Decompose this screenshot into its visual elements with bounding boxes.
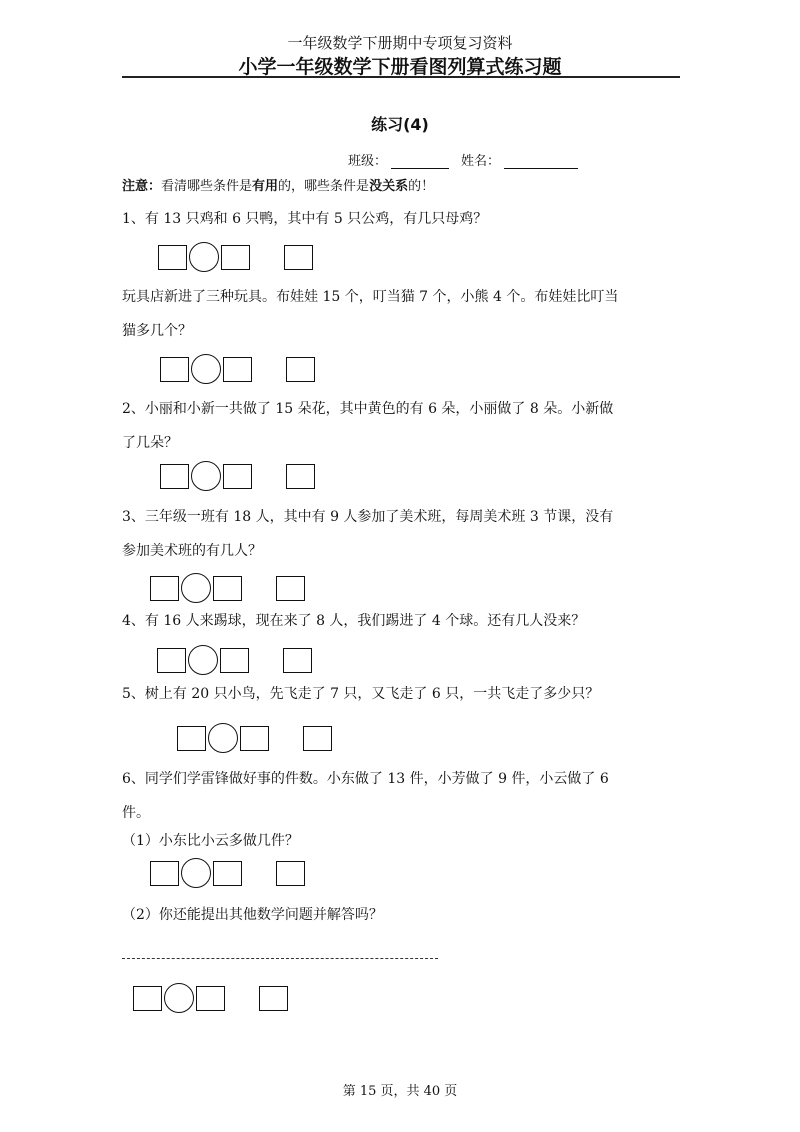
question-6-line-2: 件。 — [122, 805, 150, 821]
operator-circle[interactable] — [181, 573, 211, 603]
answer-box[interactable] — [150, 576, 179, 601]
name-label: 姓名： — [461, 154, 501, 169]
operator-circle[interactable] — [208, 723, 238, 753]
note-useful: 有用 — [252, 179, 279, 194]
note-text-3: 的！ — [408, 179, 435, 194]
answer-formula-6-1 — [150, 858, 305, 888]
question-4: 4、有 16 人来踢球，现在来了 8 人，我们踢进了 4 个球。还有几人没来？ — [122, 613, 586, 629]
answer-formula-2 — [160, 461, 315, 491]
answer-box[interactable] — [160, 464, 189, 489]
operator-circle[interactable] — [181, 858, 211, 888]
answer-formula-3 — [150, 573, 305, 603]
answer-box[interactable] — [150, 861, 179, 886]
answer-formula-6-2 — [133, 983, 288, 1013]
answer-box[interactable] — [160, 357, 189, 382]
answer-box[interactable] — [220, 648, 249, 673]
answer-box[interactable] — [158, 245, 187, 270]
exercise-title: 练习(4) — [371, 115, 429, 134]
subquestion-1: （1）小东比小云多做几件？ — [122, 833, 299, 849]
result-box[interactable] — [283, 648, 312, 673]
answer-box[interactable] — [221, 245, 250, 270]
result-box[interactable] — [303, 726, 332, 751]
subquestion-2: （2）你还能提出其他数学问题并解答吗？ — [122, 907, 383, 923]
result-box[interactable] — [276, 576, 305, 601]
answer-box[interactable] — [213, 861, 242, 886]
answer-box[interactable] — [240, 726, 269, 751]
header-subtitle: 一年级数学下册期中专项复习资料 — [287, 34, 513, 52]
name-blank[interactable] — [504, 154, 578, 169]
answer-box[interactable] — [177, 726, 206, 751]
answer-box[interactable] — [223, 464, 252, 489]
header-title: 小学一年级数学下册看图列算式练习题 — [238, 56, 562, 78]
result-box[interactable] — [276, 861, 305, 886]
class-blank[interactable] — [391, 154, 449, 169]
question-5: 5、树上有 20 只小鸟，先飞走了 7 只，又飞走了 6 只，一共飞走了多少只？ — [122, 686, 600, 702]
question-3-line-1: 3、三年级一班有 18 人，其中有 9 人参加了美术班，每周美术班 3 节课，没有 — [122, 509, 614, 525]
question-toy-line-2: 猫多几个？ — [122, 323, 192, 339]
answer-formula-1 — [158, 242, 313, 272]
question-2-line-2: 了几朵？ — [122, 435, 178, 451]
result-box[interactable] — [286, 357, 315, 382]
answer-box[interactable] — [213, 576, 242, 601]
header-divider — [122, 76, 680, 78]
operator-circle[interactable] — [189, 242, 219, 272]
operator-circle[interactable] — [191, 461, 221, 491]
answer-formula-5 — [177, 723, 332, 753]
operator-circle[interactable] — [188, 645, 218, 675]
answer-dashed-line[interactable] — [122, 958, 438, 959]
question-3-line-2: 参加美术班的有几人？ — [122, 543, 262, 559]
operator-circle[interactable] — [164, 983, 194, 1013]
note-text-2: 的，哪些条件是 — [278, 179, 370, 194]
class-label: 班级： — [348, 154, 388, 169]
answer-formula-4 — [157, 645, 312, 675]
note-prefix: 注意： — [122, 179, 162, 194]
answer-box[interactable] — [196, 986, 225, 1011]
note-line — [122, 175, 434, 194]
page-footer: 第 15 页，共 40 页 — [342, 1084, 458, 1099]
operator-circle[interactable] — [191, 354, 221, 384]
student-info-row — [348, 150, 586, 169]
answer-box[interactable] — [223, 357, 252, 382]
note-unrelated: 没关系 — [369, 179, 409, 194]
result-box[interactable] — [286, 464, 315, 489]
question-toy-line-1: 玩具店新进了三种玩具。布娃娃 15 个，叮当猫 7 个，小熊 4 个。布娃娃比叮当 — [122, 289, 619, 305]
question-6-line-1: 6、同学们学雷锋做好事的件数。小东做了 13 件，小芳做了 9 件，小云做了 6 — [122, 771, 609, 787]
note-text-1: 看清哪些条件是 — [161, 179, 253, 194]
result-box[interactable] — [284, 245, 313, 270]
question-2-line-1: 2、小丽和小新一共做了 15 朵花，其中黄色的有 6 朵，小丽做了 8 朵。小新做 — [122, 401, 614, 417]
answer-box[interactable] — [157, 648, 186, 673]
answer-formula-toy — [160, 354, 315, 384]
answer-box[interactable] — [133, 986, 162, 1011]
question-1: 1、有 13 只鸡和 6 只鸭，其中有 5 只公鸡，有几只母鸡？ — [122, 211, 488, 227]
result-box[interactable] — [259, 986, 288, 1011]
